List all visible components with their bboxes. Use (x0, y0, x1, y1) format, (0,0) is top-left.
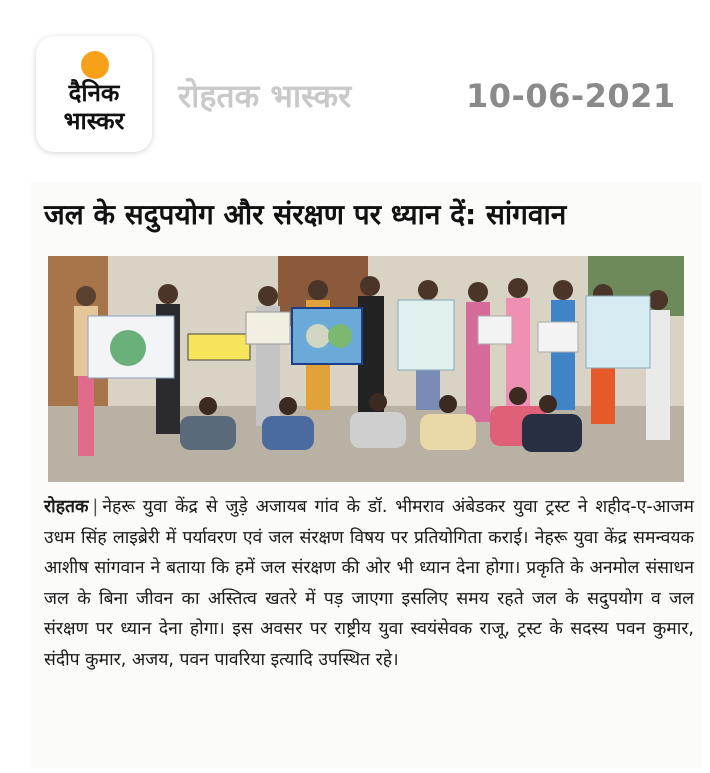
article-body (44, 492, 694, 675)
dateline-separator: | (92, 497, 99, 517)
article-paragraph: नेहरू युवा केंद्र से जुड़े अजायब गांव के डॉ. भीमराव अंबेडकर युवा ट्रस्ट ने शहीद-ए-आजम उधम सिंह लाइब्रेरी में पर्यावरण एवं जल संरक्षण विषय पर प्रतियोगिता कराई। नेहरू युवा केंद्र समन्वयक आशीष सांगवान ने बताया कि हमें जल संरक्षण की ओर भी ध्यान देना होगा। प्रकृति के अनमोल संसाधन जल के बिना जीवन का अस्तित्व खतरे में पड़ जाएगा इसलिए समय रहते जल के सदुपयोग व जल संरक्षण पर ध्यान देना होगा। इस अवसर पर राष्ट्रीय युवा स्वयंसेवक राजू, ट्रस्ट के सदस्य पवन कुमार, संदीप कुमार, अजय, पवन पावरिया इत्यादि उपस्थित रहे। (44, 497, 694, 670)
group-photo (48, 256, 684, 482)
article-headline: जल के सदुपयोग और संरक्षण पर ध्यान दें: सांगवान (44, 198, 567, 231)
news-clipping (30, 182, 702, 768)
edition-name: रोहतक भास्कर (178, 77, 352, 115)
dainik-bhaskar-logo (36, 36, 152, 152)
logo-text-line1: दैनिक (68, 79, 120, 107)
group-photo-illustration (48, 256, 684, 482)
article-dateline: रोहतक (44, 497, 89, 517)
publication-date: 10-06-2021 (466, 77, 676, 115)
logo-text-line2: भास्कर (63, 107, 125, 135)
newspaper-header (0, 0, 710, 170)
sun-icon (81, 51, 109, 79)
